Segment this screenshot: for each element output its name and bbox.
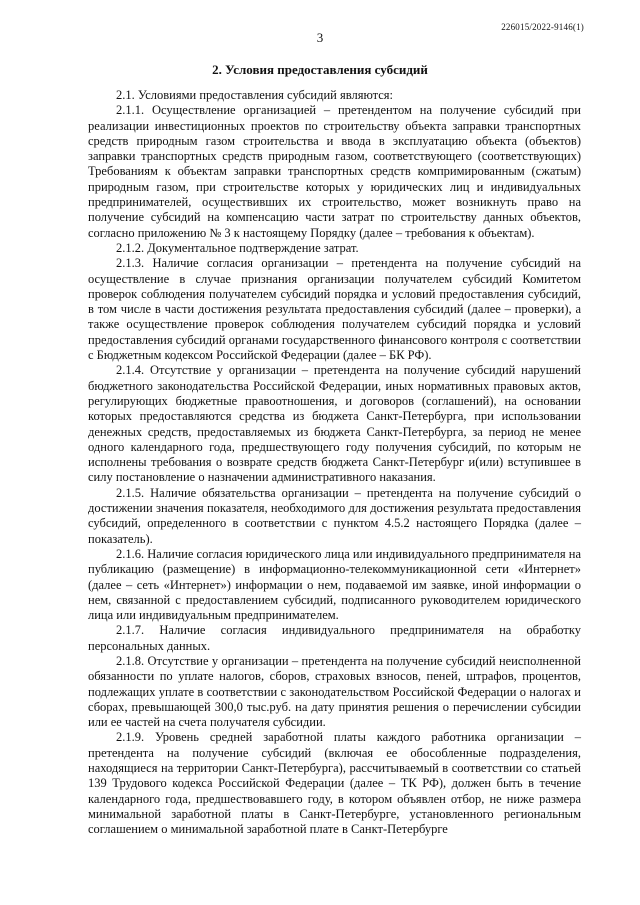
document-body xyxy=(88,88,581,838)
paragraph-2-1-5: 2.1.5. Наличие обязательства организации – претендента на получение субсидий о достижении значения показателя, необходимого для достижения результата предоставления субсидий, определенного в соответствии с пунктом 4.5.2 настоящего Порядка (далее – показатель). xyxy=(88,485,581,546)
section-title: 2. Условия предоставления субсидий xyxy=(212,62,428,77)
paragraph-2-1-1: 2.1.1. Осуществление организацией – претендентом на получение субсидий при реализации инвестиционных проектов по строительству объекта заправки транспортных средств природным газом строительства и ввода в эксплуатацию объекта (объектов) заправки транспортных средств природным газом, соответствующего (соответствующих) Требованиям к объектам заправки транспортных средств компримированным (сжатым) природным газом, при строительстве которых у юридических лиц и индивидуальных предпринимателей, осуществивших их строительство, может возникнуть право на получение субсидий на компенсацию части затрат по строительству данных объектов, согласно приложению № 3 к настоящему Порядку (далее – требования к объектам). xyxy=(88,103,581,240)
paragraph-2-1-7: 2.1.7. Наличие согласия индивидуального предпринимателя на обработку персональных данных. xyxy=(88,623,581,653)
page-number: 3 xyxy=(316,30,324,45)
paragraph-2-1-4: 2.1.4. Отсутствие у организации – претендента на получение субсидий нарушений бюджетного законодательства Российской Федерации, иных нормативных правовых актов, регулирующих бюджетные правоотношения, и договоров (соглашений), на основании которых предоставляются средства из бюджета Санкт-Петербурга, при использовании денежных средств, предоставляемых из бюджета Санкт-Петербурга, за период не менее одного календарного года, предшествующего году получения субсидий, по которым не исполнены требования о возврате средств бюджета Санкт-Петербург и(или) вступившее в силу постановление о назначении административного наказания. xyxy=(88,363,581,485)
paragraph-2-1: 2.1. Условиями предоставления субсидий являются: xyxy=(116,88,394,102)
document-id: 226015/2022-9146(1) xyxy=(501,22,584,32)
paragraph-2-1-9: 2.1.9. Уровень средней заработной платы каждого работника организации – претендента на получение субсидий (включая ее обособленные подразделения, находящиеся на территории Санкт-Петербурга), рассчитываемый в соответствии со статьей 139 Трудового кодекса Российской Федерации (далее – ТК РФ), должен быть в течение календарного года, предшествовавшего году, в котором объявлен отбор, не ниже размера минимальной заработной платы в Санкт-Петербурге, установленного региональным соглашением о минимальной заработной плате в Санкт-Петербурге xyxy=(88,730,581,837)
paragraph-2-1-6: 2.1.6. Наличие согласия юридического лица или индивидуального предпринимателя на публикацию (размещение) в информационно-телекоммуникационной сети «Интернет» (далее – сеть «Интернет») информации о нем, подаваемой им заявке, иной информации о нем, связанной с предоставлением субсидий, подписанного руководителем юридического лица или индивидуальным предпринимателем. xyxy=(88,546,581,623)
paragraph-2-1-2: 2.1.2. Документальное подтверждение затрат. xyxy=(116,240,359,255)
paragraph-2-1-8: 2.1.8. Отсутствие у организации – претендента на получение субсидий неисполненной обязанности по уплате налогов, сборов, страховых взносов, пеней, штрафов, процентов, подлежащих уплате в соответствии с законодательством Российской Федерации о налогах и сборах, превышающей 300,0 тыс.руб. на дату принятия решения о перечислении субсидии или ее частей на счета получателя субсидии. xyxy=(88,653,581,730)
paragraph-2-1-3: 2.1.3. Наличие согласия организации – претендента на получение субсидий на осуществление в случае признания организации получателем субсидий Комитетом проверок соблюдения получателем субсидий порядка и условий предоставления субсидий, в том числе в части достижения результата предоставления субсидий (далее – проверки), а также осуществление проверок соблюдения получателем субсидий порядка и условий предоставления субсидий органами государственного финансового контроля с соответствии с Бюджетным кодексом Российской Федерации (далее – БК РФ). xyxy=(88,256,581,363)
